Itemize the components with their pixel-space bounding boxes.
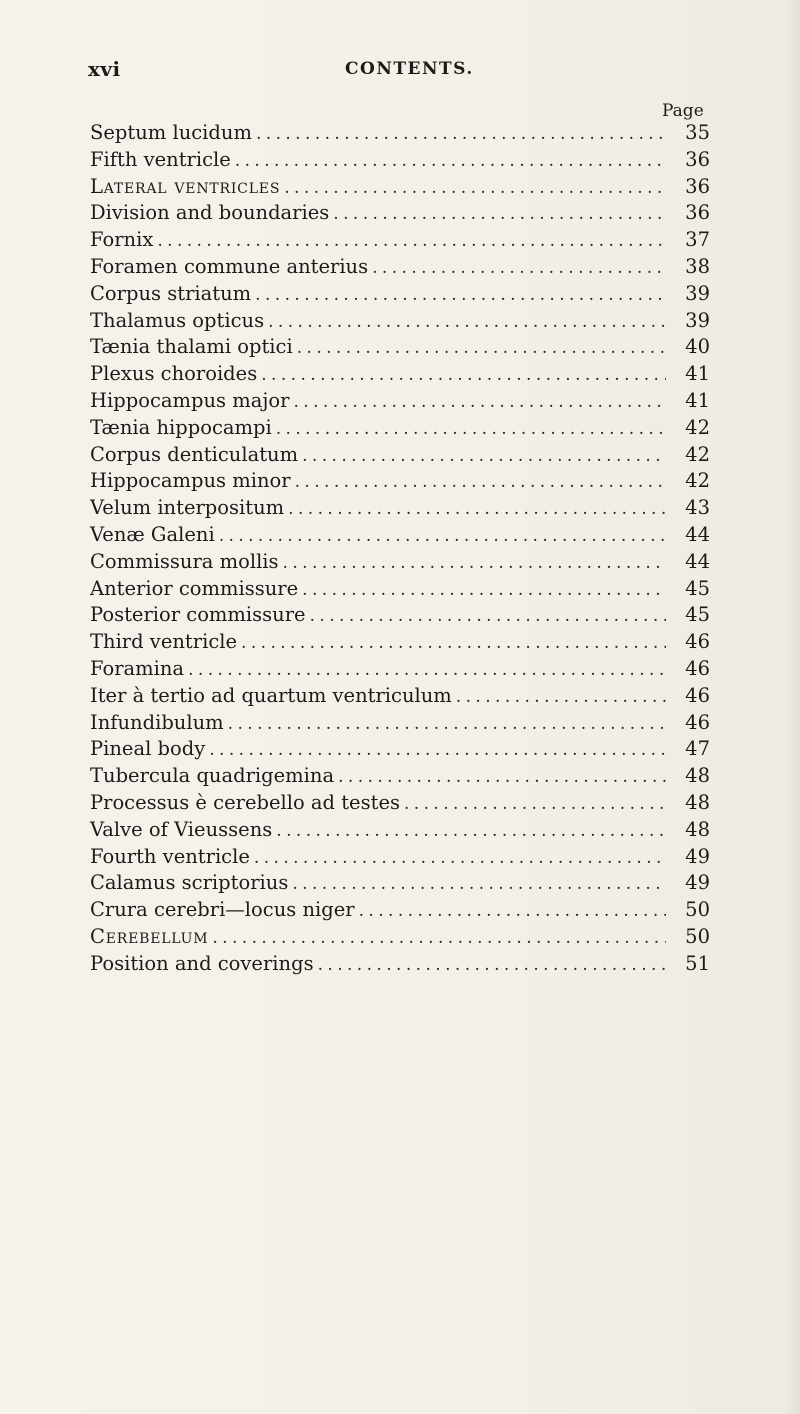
toc-entry-title: Fornix [90,228,154,252]
dot-leader [276,416,666,443]
running-head: CONTENTS. [345,59,474,79]
toc-entry [90,576,710,603]
dot-leader [256,121,666,148]
dot-leader [333,201,666,228]
toc-entry [90,147,710,174]
toc-entry [90,710,710,737]
toc-entry-title: Hippocampus minor [90,469,291,493]
dot-leader [188,657,666,684]
dot-leader [297,335,666,362]
toc-entry-title: Foramina [90,656,185,680]
toc-entry [90,897,710,924]
toc-entry-title: Crura cerebri—locus niger [90,898,355,922]
toc-entry-title: Corpus striatum [90,281,252,305]
page-edge-shadow [786,0,800,1414]
toc-entry [90,415,710,442]
dot-leader [268,309,666,336]
dot-leader [283,550,666,577]
toc-entry [90,790,710,817]
toc-entry-page: 46 [685,683,710,707]
toc-entry [90,951,710,978]
toc-entry-page: 40 [685,335,710,359]
toc-section-heading [90,924,710,951]
toc-entry-page: 48 [685,817,710,841]
toc-entry-page: 49 [685,871,710,895]
page-header [88,57,648,87]
toc-entry [90,388,710,415]
toc-entry-title: Cerebellum [90,924,209,948]
toc-entry-title: Calamus scriptorius [90,871,289,895]
dot-leader [456,684,666,711]
toc-entry-page: 41 [685,362,710,386]
toc-entry-title: Processus è cerebello ad testes [90,790,400,814]
toc-entry-page: 44 [685,522,710,546]
toc-entry-page: 51 [685,951,710,975]
toc-entry-title: Tænia thalami optici [90,335,293,359]
dot-leader [293,389,666,416]
toc-entry-page: 36 [685,174,710,198]
toc-entry [90,120,710,147]
dot-leader [318,952,666,979]
toc-entry-title: Tubercula quadrigemina [90,764,335,788]
toc-entry-title: Posterior commissure [90,603,306,627]
toc-entry-title: Third ventricle [90,630,238,654]
toc-entry-title: Iter à tertio ad quartum ventriculum [90,683,452,707]
toc-entry-page: 48 [685,764,710,788]
toc-entry-page: 42 [685,442,710,466]
table-of-contents [90,120,710,978]
toc-entry [90,442,710,469]
toc-entry [90,656,710,683]
toc-entry-page: 43 [685,496,710,520]
toc-entry [90,468,710,495]
toc-entry-page: 49 [685,844,710,868]
toc-entry-title: Lateral ventricles [90,174,281,198]
toc-entry-title: Corpus denticulatum [90,442,299,466]
toc-entry [90,227,710,254]
toc-entry-title: Velum interpositum [90,496,285,520]
toc-entry-page: 50 [685,898,710,922]
toc-entry-page: 46 [685,630,710,654]
toc-entry-page: 45 [685,576,710,600]
toc-entry [90,308,710,335]
dot-leader [219,523,666,550]
toc-entry-page: 44 [685,549,710,573]
toc-entry-title: Fourth ventricle [90,844,250,868]
dot-leader [292,871,666,898]
toc-entry-title: Division and boundaries [90,201,330,225]
toc-entry-page: 39 [685,281,710,305]
toc-entry [90,763,710,790]
toc-section-heading [90,174,710,201]
toc-entry-page: 45 [685,603,710,627]
toc-entry-title: Tænia hippocampi [90,415,272,439]
toc-entry [90,683,710,710]
toc-entry-page: 41 [685,388,710,412]
dot-leader [212,925,666,952]
dot-leader [295,469,666,496]
toc-entry-page: 35 [685,121,710,144]
toc-entry [90,817,710,844]
dot-leader [404,791,666,818]
dot-leader [209,737,666,764]
toc-entry-page: 42 [685,469,710,493]
toc-entry-title: Pineal body [90,737,206,761]
dot-leader [310,603,666,630]
toc-entry [90,200,710,227]
dot-leader [261,362,666,389]
toc-entry [90,602,710,629]
dot-leader [302,443,666,470]
toc-entry-page: 38 [685,254,710,278]
toc-entry-page: 47 [685,737,710,761]
page-column-label: Page [662,101,704,121]
dot-leader [276,818,666,845]
dot-leader [228,711,666,738]
toc-entry-page: 37 [685,228,710,252]
toc-entry [90,281,710,308]
toc-entry-page: 42 [685,415,710,439]
toc-entry-page: 39 [685,308,710,332]
toc-entry [90,334,710,361]
toc-entry-title: Thalamus opticus [90,308,265,332]
toc-entry [90,522,710,549]
dot-leader [359,898,666,925]
dot-leader [255,282,666,309]
toc-entry [90,844,710,871]
dot-leader [254,845,666,872]
dot-leader [241,630,666,657]
dot-leader [372,255,666,282]
toc-entry [90,629,710,656]
dot-leader [235,148,666,175]
toc-entry-title: Infundibulum [90,710,224,734]
toc-entry-title: Plexus choroides [90,362,258,386]
toc-entry-title: Hippocampus major [90,388,290,412]
toc-entry-title: Foramen commune anterius [90,254,369,278]
toc-entry-page: 50 [685,924,710,948]
toc-entry-title: Position and coverings [90,951,314,975]
page-folio: xvi [88,57,121,81]
dot-leader [338,764,666,791]
toc-entry-page: 46 [685,656,710,680]
toc-entry-title: Septum lucidum [90,121,252,144]
toc-entry [90,736,710,763]
toc-entry-page: 36 [685,147,710,171]
toc-entry-title: Commissura mollis [90,549,279,573]
dot-leader [302,577,666,604]
toc-entry-title: Anterior commissure [90,576,299,600]
toc-entry [90,361,710,388]
toc-entry-title: Valve of Vieussens [90,817,273,841]
toc-entry [90,254,710,281]
toc-entry-title: Venæ Galeni [90,522,215,546]
dot-leader [284,175,666,202]
toc-entry [90,870,710,897]
toc-entry-title: Fifth ventricle [90,147,231,171]
toc-entry [90,549,710,576]
dot-leader [288,496,666,523]
toc-entry-page: 48 [685,790,710,814]
toc-entry-page: 36 [685,201,710,225]
dot-leader [157,228,666,255]
toc-entry-page: 46 [685,710,710,734]
toc-entry [90,495,710,522]
